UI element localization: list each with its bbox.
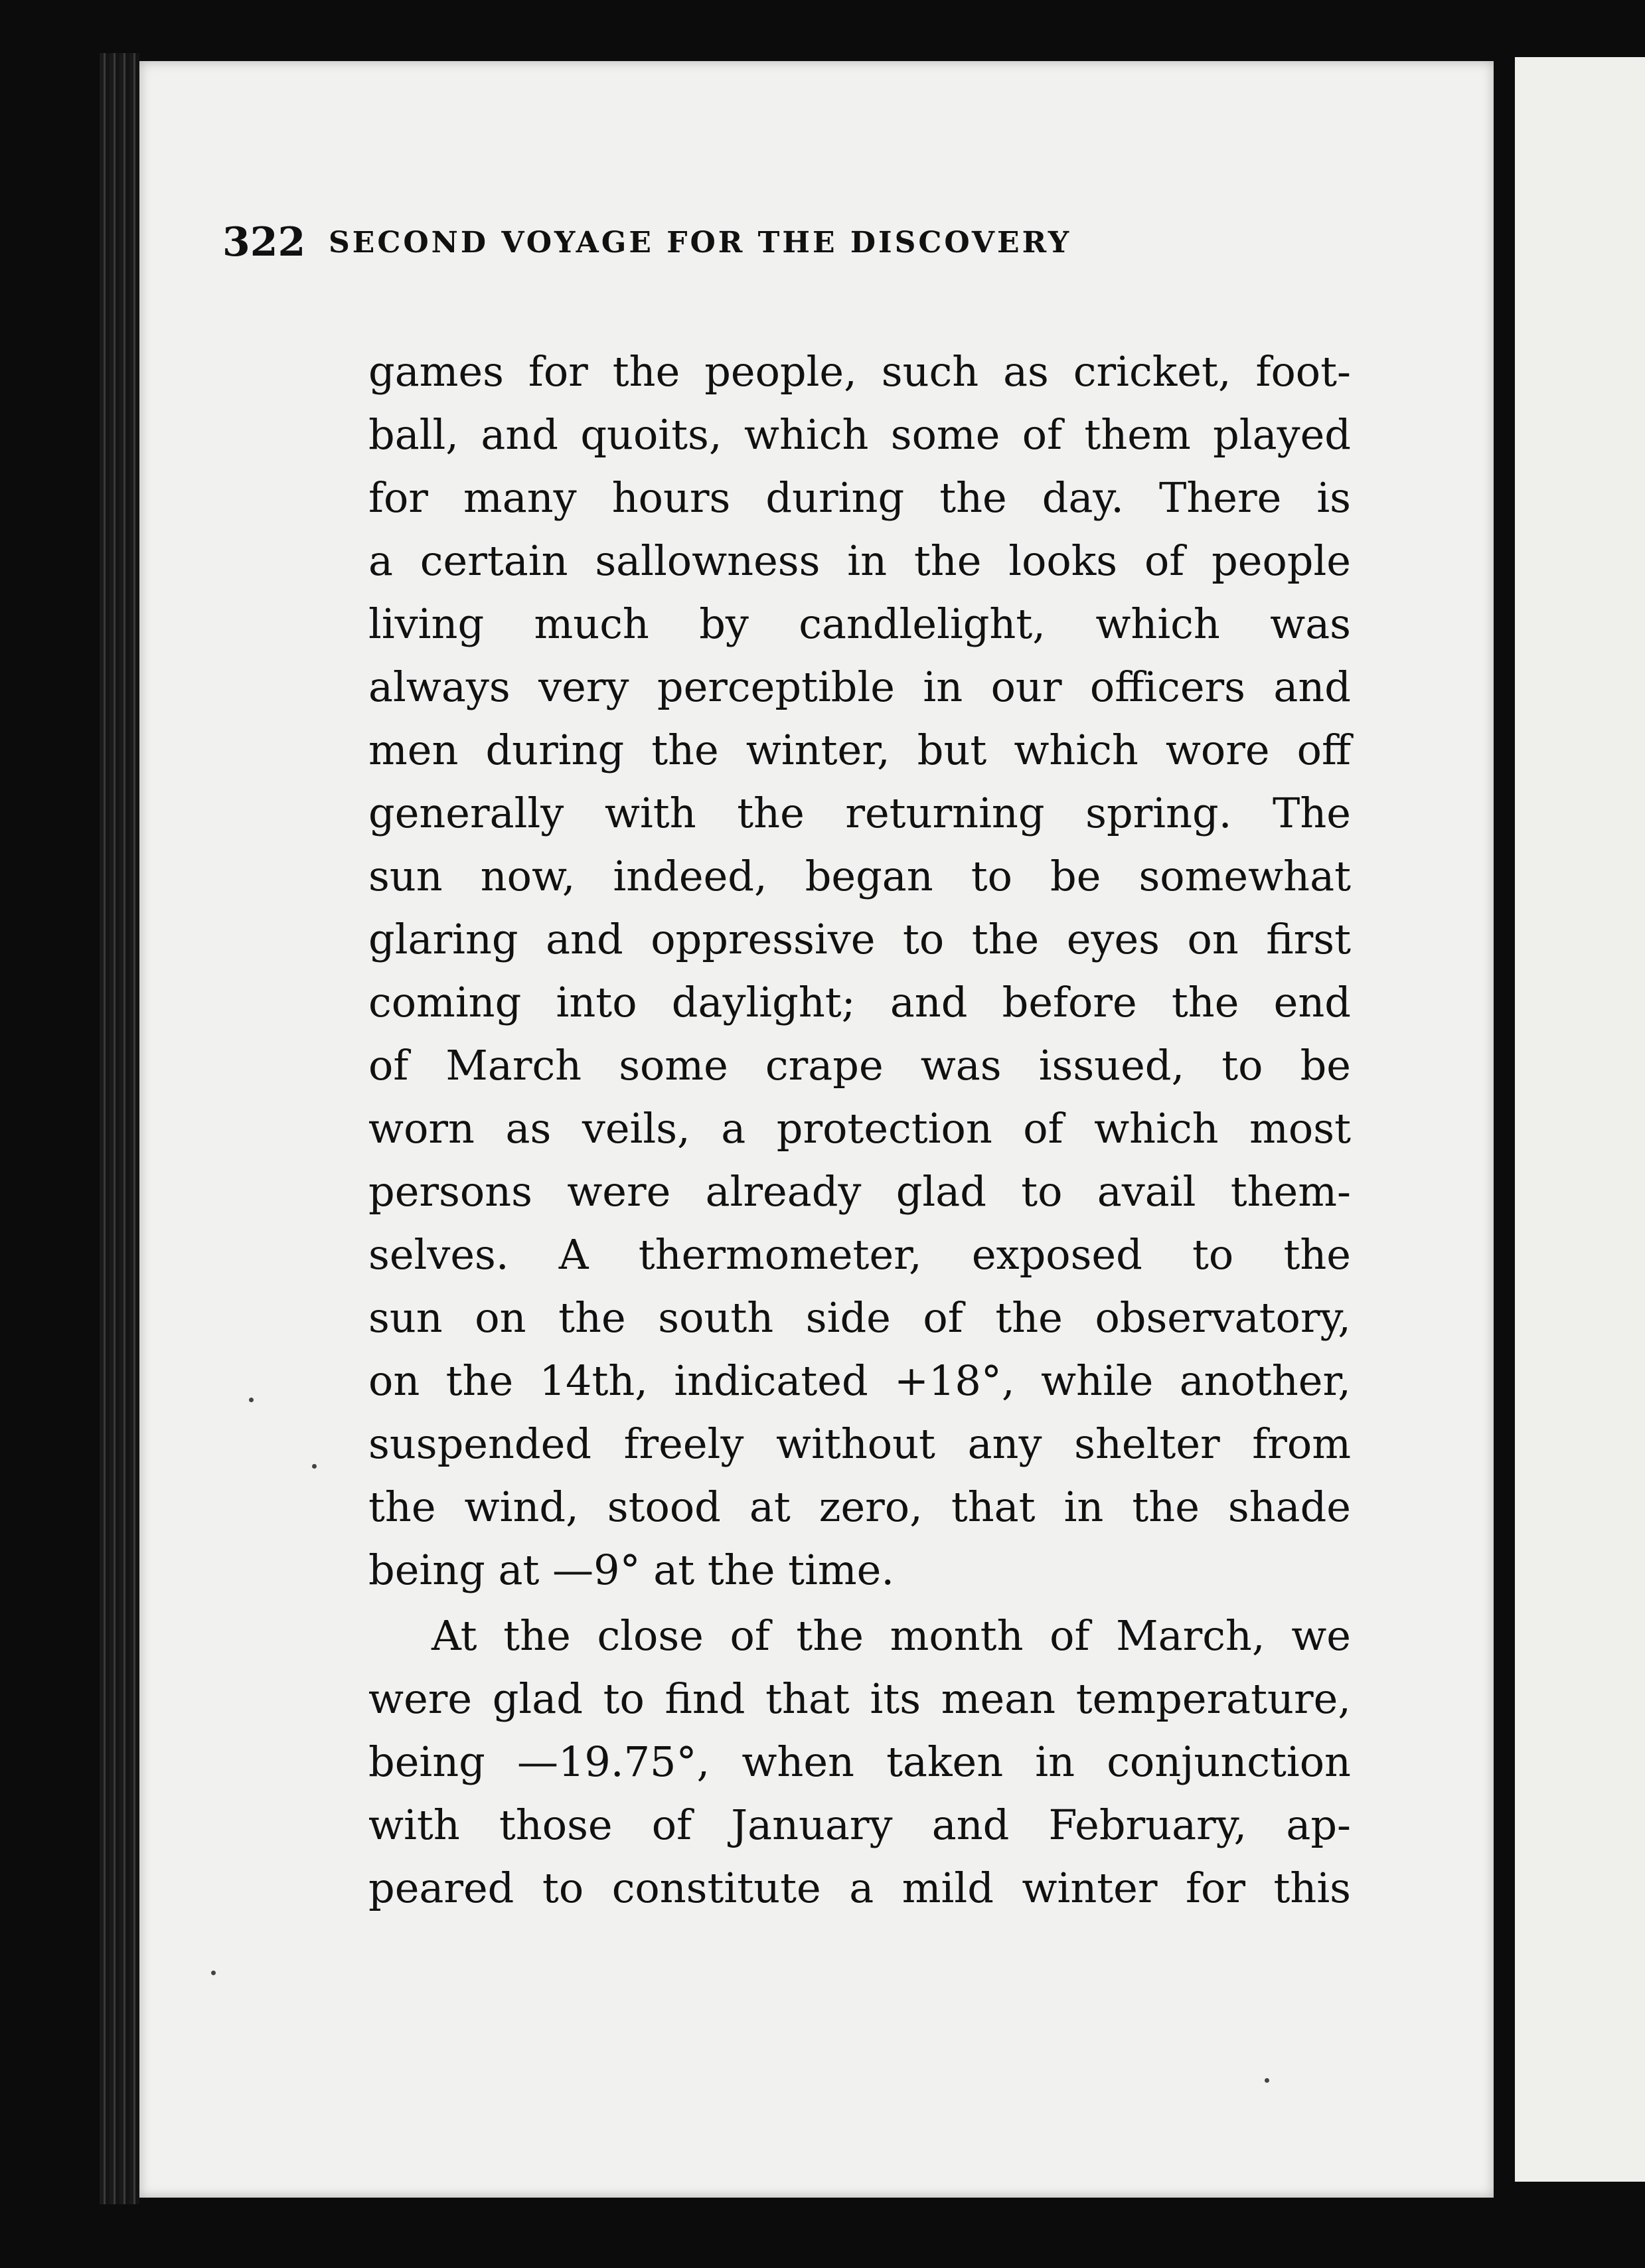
- text-line: games for the people, such as cricket, foot-: [368, 347, 1351, 396]
- text-line: generally with the returning spring. The: [368, 789, 1351, 837]
- text-line: suspended freely without any shelter from: [368, 1419, 1351, 1468]
- text-line: selves. A thermometer, exposed to the: [368, 1230, 1351, 1279]
- text-line: sun now, indeed, began to be somewhat: [368, 852, 1351, 900]
- text-line: for many hours during the day. There is: [368, 473, 1351, 522]
- running-head: SECOND VOYAGE FOR THE DISCOVERY: [329, 226, 1072, 260]
- text-line: were glad to find that its mean temperature,: [368, 1674, 1351, 1723]
- text-line: peared to constitute a mild winter for this: [368, 1864, 1351, 1912]
- text-line: worn as veils, a protection of which most: [368, 1104, 1351, 1153]
- text-line: sun on the south side of the observatory,: [368, 1293, 1351, 1342]
- scan-speck: [312, 1464, 317, 1469]
- text-line: on the 14th, indicated +18°, while another,: [368, 1356, 1351, 1405]
- text-line: with those of January and February, ap-: [368, 1801, 1351, 1849]
- text-line: a certain sallowness in the looks of people: [368, 536, 1351, 585]
- text-line: At the close of the month of March, we: [431, 1611, 1351, 1660]
- text-line: always very perceptible in our officers and: [368, 663, 1351, 711]
- page-number: 322: [222, 219, 306, 266]
- text-line: being —19.75°, when taken in conjunction: [368, 1738, 1351, 1786]
- body-text: [368, 340, 1351, 1919]
- text-line: of March some crape was issued, to be: [368, 1041, 1351, 1090]
- text-line: being at —9° at the time.: [368, 1546, 895, 1594]
- book-page-edges: [100, 53, 139, 2204]
- text-line: living much by candlelight, which was: [368, 600, 1351, 648]
- text-line: men during the winter, but which wore off: [368, 726, 1351, 774]
- text-line: the wind, stood at zero, that in the shade: [368, 1483, 1351, 1531]
- scan-speck: [249, 1398, 254, 1402]
- text-line: persons were already glad to avail them-: [368, 1167, 1351, 1216]
- paragraph-2: [368, 1604, 1351, 1919]
- scan-speck: [211, 1971, 216, 1975]
- text-line: coming into daylight; and before the end: [368, 978, 1351, 1026]
- text-line: glaring and oppressive to the eyes on first: [368, 915, 1351, 963]
- page-header: [222, 219, 1285, 279]
- scan-speck: [1265, 2078, 1269, 2083]
- paragraph-1: [368, 340, 1351, 1601]
- text-line: ball, and quoits, which some of them played: [368, 410, 1351, 459]
- adjacent-page-edge: [1515, 57, 1645, 2182]
